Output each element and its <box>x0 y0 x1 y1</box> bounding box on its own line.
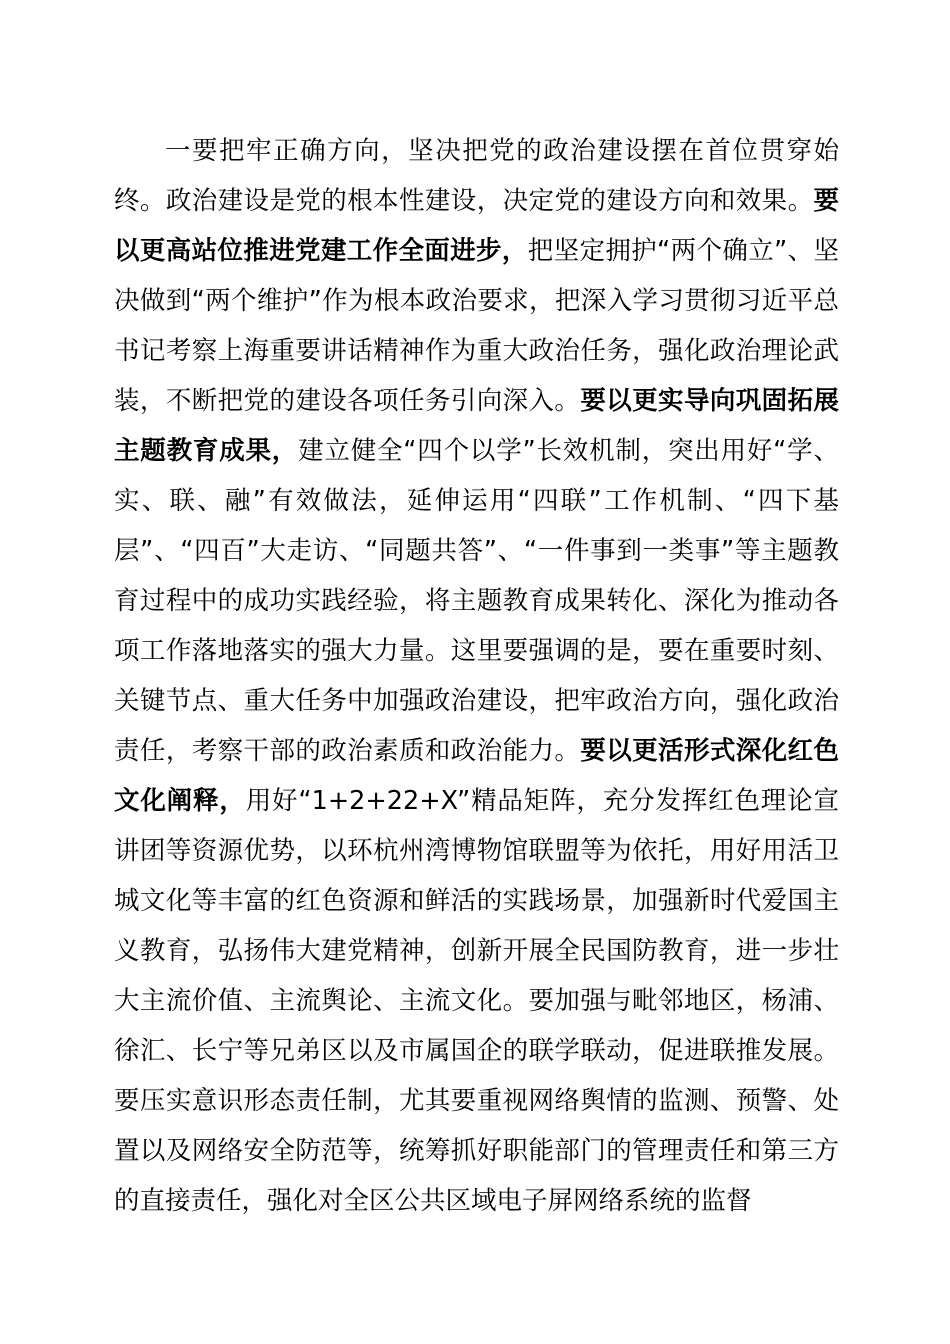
text-run: 用好“1+2+22+X”精品矩阵，充分发挥红色理论宣讲团等资源优势，以环杭州湾博物馆联盟等为依托，用好用活卫城文化等丰富的红色资源和鲜活的实践场景，加强新时代爱国主义教育，弘扬伟大建党精神，创新开展全民国防教育，进一步壮大主流价值、主流舆论、主流文化。要加强与毗邻地区，杨浦、徐汇、长宁等兄弟区以及市属国企的联学联动，促进联推发展。要压实意识形态责任制，尤其要重视网络舆情的监测、预警、处置以及网络安全防范等，统筹抓好职能部门的管理责任和第三方的直接责任，强化对全区公共区域电子屏网络系统的监督 <box>114 786 839 1216</box>
bold-heading-run: 要以更高站位推进党建工作全面进步， <box>114 186 839 266</box>
bold-heading-run: 要以更实导向巩固拓展主题教育成果， <box>114 386 839 466</box>
body-paragraph <box>114 126 839 1226</box>
text-run: 建立健全“四个以学”长效机制，突出用好“学、实、联、融”有效做法，延伸运用“四联”工作机制、“四下基层”、“四百”大走访、“同题共答”、“一件事到一类事”等主题教育过程中的成功实践经验，将主题教育成果转化、深化为推动各项工作落地落实的强大力量。这里要强调的是，要在重要时刻、关键节点、重大任务中加强政治建设，把牢政治方向，强化政治责任，考察干部的政治素质和政治能力。 <box>114 436 839 766</box>
text-run: 把坚定拥护“两个确立”、坚决做到“两个维护”作为根本政治要求，把深入学习贯彻习近平总书记考察上海重要讲话精神作为重大政治任务，强化政治理论武装，不断把党的建设各项任务引向深入。 <box>114 236 839 416</box>
text-run: 一要把牢正确方向，坚决把党的政治建设摆在首位贯穿始终。政治建设是党的根本性建设，决定党的建设方向和效果。 <box>114 136 839 216</box>
bold-heading-run: 要以更活形式深化红色文化阐释， <box>114 736 839 816</box>
